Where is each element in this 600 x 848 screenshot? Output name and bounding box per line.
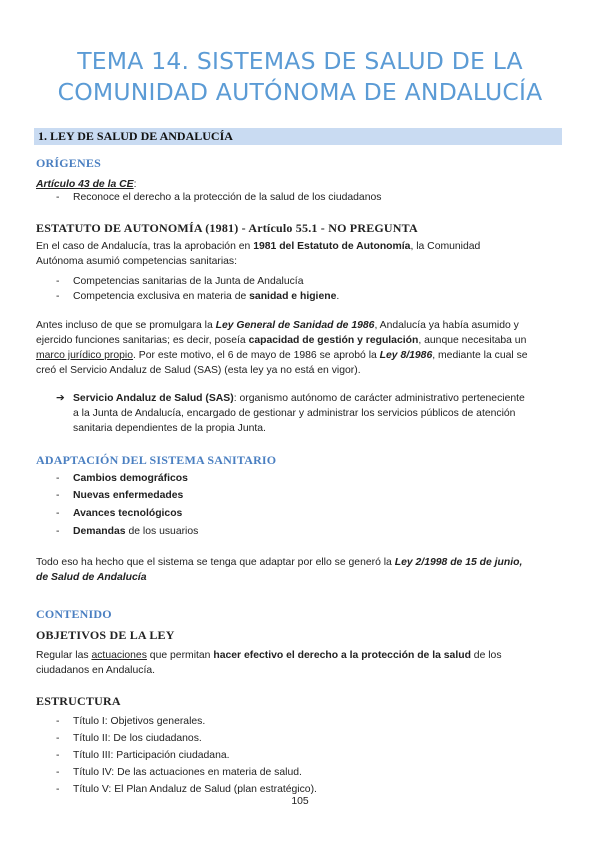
estatuto-paragraph: En el caso de Andalucía, tras la aprobación en 1981 del Estatuto de Autonomía, la Comunidad Autónoma asumió competencias sanitarias: <box>36 241 481 267</box>
objetivos-heading: OBJETIVOS DE LA LEY <box>36 628 175 642</box>
arrow-icon: ➔ <box>56 393 65 404</box>
history-paragraph: Antes incluso de que se promulgara la Ley General de Sanidad de 1986, Andalucía ya había asumido y ejercido funciones sanitarias; es decir, poseía capacidad de gestión y regulación, aunque necesitaba un marco jurídico propio. Por este motivo, el 6 de mayo de 1986 se aprobó la Ley 8/1986, mediante la cual se creó el Servicio Andaluz de Salud (SAS) (esta ley ya no está en vigor). <box>36 320 528 376</box>
article-reference: Artículo 43 de la CE: <box>36 179 137 190</box>
document-page: TEMA 14. SISTEMAS DE SALUD DE LA COMUNIDAD AUTÓNOMA DE ANDALUCÍA 1. LEY DE SALUD DE ANDALUCÍA ORÍGENES Artículo 43 de la CE: - Reconoce el derecho a la protección de la salud de los ciudadanos ESTATUTO DE AUTONOMÍA (1981) - Artículo 55.1 - NO PREGUNTA En el caso de Andalucía, tras la aprobación en 1981 del Estatuto de Autonomía, la Comunidad Autónoma asumió competencias sanitarias: - Competencias sanitarias de la Junta de Andalucía - Competencia exclusiva en materia de sanidad e higiene. Antes incluso de que se promulgara la Ley General de Sanidad de 1986, Andalucía ya había asumido y ejercido funciones sanitarias; es decir, poseía capacidad de gestión y regulación, aunque necesitaba un marco jurídico propio. Por este motivo, el 6 de mayo de 1986 se aprobó la Ley 8/1986, mediante la cual se creó el Servicio Andaluz de Salud (SAS) (esta ley ya no está en vigor). ➔ Servicio Andaluz de Salud (SAS): organismo autónomo de carácter administrativo perteneciente a la Junta de Andalucía, encargado de gestionar y administrar los servicios públicos de atención sanitaria dependientes de la propia Junta. ADAPTACIÓN DEL SISTEMA SANITARIO - Cambios demográficos - Nuevas enfermedades - Avances tecnológicos - Demandas de los usuarios Todo eso ha hecho que el sistema se tenga que adaptar por ello se generó la Ley 2/1998 de 15 de junio, de Salud de Andalucía CONTENIDO OBJETIVOS DE LA LEY Regular las actuaciones que permitan hacer efectivo el derecho a la protección de la salud de los ciudadanos en Andalucía. ESTRUCTURA - Título I: Objetivos generales. - Título II: De los ciudadanos. - Título III: Participación ciudadana. - Título IV: De las actuaciones en materia de salud. - Título V: El Plan Andaluz de Salud (plan estratégico). 105 <box>0 0 600 848</box>
title-line-2: COMUNIDAD AUTÓNOMA DE ANDALUCÍA <box>57 78 543 106</box>
adaptacion-paragraph: Todo eso ha hecho que el sistema se tenga que adaptar por ello se generó la Ley 2/1998 de 15 de junio, de Salud de Andalucía <box>36 557 523 583</box>
estatuto-heading: ESTATUTO DE AUTONOMÍA (1981) - Artículo 55.1 - NO PREGUNTA <box>36 221 418 235</box>
page-title <box>0 46 600 108</box>
origenes-heading: ORÍGENES <box>36 156 101 170</box>
page-number: 105 <box>291 796 309 807</box>
article-43-label: Artículo 43 de la CE <box>36 179 134 190</box>
section-heading: 1. LEY DE SALUD DE ANDALUCÍA <box>38 129 233 143</box>
objetivos-paragraph: Regular las actuaciones que permitan hacer efectivo el derecho a la protección de la salud de los ciudadanos en Andalucía. <box>36 650 502 676</box>
adaptacion-heading: ADAPTACIÓN DEL SISTEMA SANITARIO <box>36 453 277 467</box>
contenido-heading: CONTENIDO <box>36 607 112 621</box>
estructura-heading: ESTRUCTURA <box>36 694 121 708</box>
title-line-1: TEMA 14. SISTEMAS DE SALUD DE LA <box>77 47 523 75</box>
section-heading-bar <box>34 128 562 145</box>
